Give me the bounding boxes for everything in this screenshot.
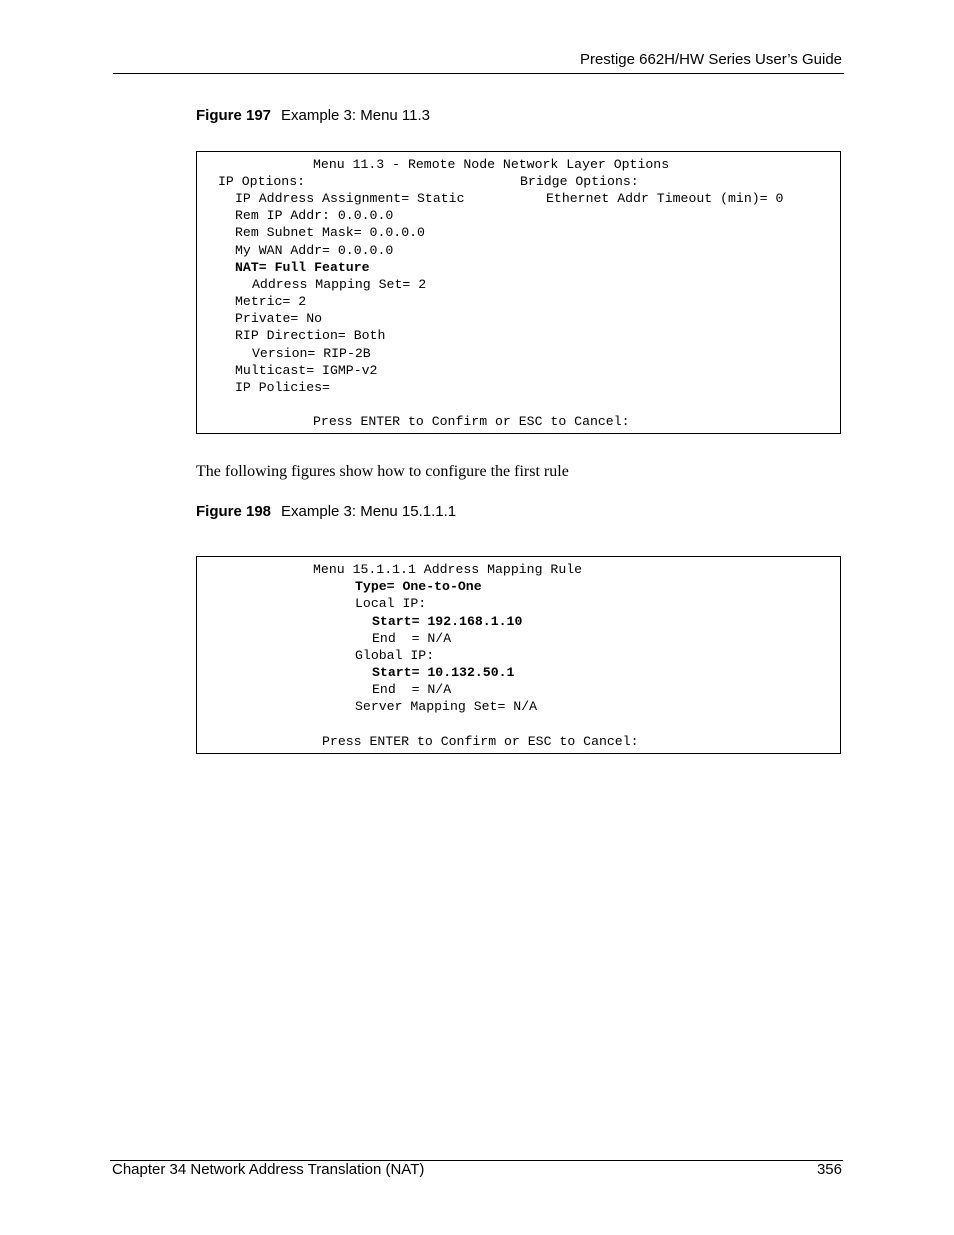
rem-ip-addr-field: Rem IP Addr: 0.0.0.0 bbox=[235, 208, 394, 223]
menu-11-3-screen bbox=[196, 151, 841, 434]
address-mapping-set-field: Address Mapping Set= 2 bbox=[252, 277, 427, 292]
figure-197-caption bbox=[196, 107, 430, 124]
type-field: Type= One-to-One bbox=[355, 579, 482, 594]
figure-198-caption-text: Example 3: Menu 15.1.1.1 bbox=[281, 503, 457, 520]
menu-title: Menu 15.1.1.1 Address Mapping Rule bbox=[313, 562, 583, 577]
figure-197-caption-text: Example 3: Menu 11.3 bbox=[281, 107, 431, 124]
header-divider bbox=[113, 73, 844, 74]
figure-198-label: Figure 198 bbox=[196, 503, 272, 520]
menu-15-1-1-1-screen bbox=[196, 556, 841, 754]
footer-page-number: 356 bbox=[816, 1161, 842, 1178]
local-start-field: Start= 192.168.1.10 bbox=[372, 614, 523, 629]
ip-address-assignment-field: IP Address Assignment= Static bbox=[235, 191, 465, 206]
local-ip-heading: Local IP: bbox=[355, 596, 427, 611]
ip-options-heading: IP Options: bbox=[218, 174, 306, 189]
private-field: Private= No bbox=[235, 311, 323, 326]
metric-field: Metric= 2 bbox=[235, 294, 307, 309]
confirm-prompt: Press ENTER to Confirm or ESC to Cancel: bbox=[313, 414, 630, 429]
ethernet-addr-timeout-field: Ethernet Addr Timeout (min)= 0 bbox=[546, 191, 784, 206]
rem-subnet-mask-field: Rem Subnet Mask= 0.0.0.0 bbox=[235, 225, 425, 240]
intro-paragraph: The following figures show how to configure the first rule bbox=[196, 463, 569, 480]
version-field: Version= RIP-2B bbox=[252, 346, 371, 361]
global-start-field: Start= 10.132.50.1 bbox=[372, 665, 515, 680]
confirm-prompt: Press ENTER to Confirm or ESC to Cancel: bbox=[322, 734, 639, 749]
rip-direction-field: RIP Direction= Both bbox=[235, 328, 386, 343]
local-end-field: End = N/A bbox=[372, 631, 452, 646]
my-wan-addr-field: My WAN Addr= 0.0.0.0 bbox=[235, 243, 394, 258]
figure-197-label: Figure 197 bbox=[196, 107, 272, 124]
multicast-field: Multicast= IGMP-v2 bbox=[235, 363, 378, 378]
global-end-field: End = N/A bbox=[372, 682, 452, 697]
figure-198-caption bbox=[196, 503, 456, 520]
menu-title: Menu 11.3 - Remote Node Network Layer Options bbox=[313, 157, 670, 172]
header-title: Prestige 662H/HW Series User’s Guide bbox=[579, 51, 842, 68]
footer-chapter: Chapter 34 Network Address Translation (NAT) bbox=[112, 1161, 425, 1178]
server-mapping-set-field: Server Mapping Set= N/A bbox=[355, 699, 538, 714]
nat-field: NAT= Full Feature bbox=[235, 260, 370, 275]
ip-policies-field: IP Policies= bbox=[235, 380, 330, 395]
global-ip-heading: Global IP: bbox=[355, 648, 435, 663]
bridge-options-heading: Bridge Options: bbox=[520, 174, 639, 189]
